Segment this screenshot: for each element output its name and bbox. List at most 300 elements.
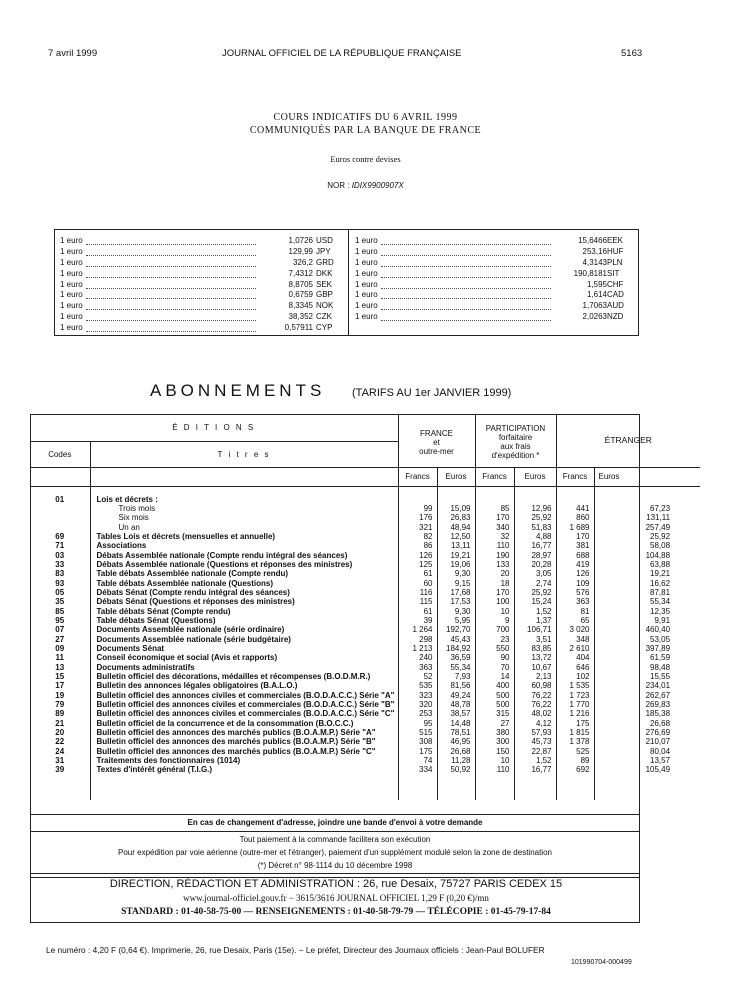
row-cell: 400 xyxy=(496,681,510,691)
row-cell xyxy=(557,495,590,504)
row-cell: 82 xyxy=(423,531,433,541)
row-cell: 16,77 xyxy=(531,765,552,775)
row-cell: 87,81 xyxy=(650,587,671,597)
row-code xyxy=(30,513,90,522)
rate-currency: CZK xyxy=(316,312,332,322)
row-cell: 253 xyxy=(419,709,433,719)
row-cell: 61 xyxy=(423,606,433,616)
row-title: Bulletin des annonces légales obligatoires (B.A.L.O.) xyxy=(96,681,298,691)
row-cell: 17,68 xyxy=(450,587,471,597)
row-cell: 535 xyxy=(419,681,433,691)
page-number: 5163 xyxy=(621,48,643,59)
row-title: Bulletin officiel des décorations, médailles et récompenses (B.O.D.M.R.) xyxy=(96,672,371,682)
row-title: Documents Sénat xyxy=(96,644,165,653)
rate-value: 1,595 xyxy=(586,279,607,289)
rate-row xyxy=(60,323,340,334)
rate-value: 8,3345 xyxy=(288,301,313,311)
row-cell: 39 xyxy=(423,615,433,625)
row-cell: 185,38 xyxy=(645,709,671,719)
rate-label: 1 euro xyxy=(355,236,378,245)
france-euros-unit: Euros xyxy=(437,467,475,486)
participation-francs-unit: Francs xyxy=(475,467,514,486)
row-title: Lois et décrets : xyxy=(96,494,158,504)
rate-currency: EEK xyxy=(607,236,624,245)
row-title: Documents Assemblée nationale (série ordinaire) xyxy=(96,625,285,635)
rate-value: 4,3143 xyxy=(582,257,607,267)
rate-label: 1 euro xyxy=(60,323,83,333)
participation-euros-column xyxy=(514,486,556,800)
row-cell: 1 535 xyxy=(569,681,590,691)
rate-currency: NZD xyxy=(607,312,624,322)
row-code: 89 xyxy=(55,709,65,719)
row-cell: 74 xyxy=(423,756,433,766)
row-cell: 3,51 xyxy=(535,634,552,644)
row-code: 17 xyxy=(55,681,65,691)
direction-phones: STANDARD : 01-40-58-75-00 — RENSEIGNEMENTS : 01-40-58-79-79 — TÉLÉCOPIE : 01-45-79-17-84 xyxy=(121,907,551,917)
participation-header-line2: forfaitaire xyxy=(498,432,533,442)
rate-label: 1 euro xyxy=(355,279,378,289)
row-cell: 52 xyxy=(423,672,433,682)
rate-row xyxy=(60,247,340,258)
rate-currency: USD xyxy=(316,236,333,245)
rate-value: 8,8705 xyxy=(288,279,313,289)
row-title: Bulletin officiel des annonces des marchés publics (B.O.A.M.P.) Série "A" xyxy=(96,728,376,738)
row-cell: 460,40 xyxy=(645,625,671,635)
rate-value: 0,6759 xyxy=(288,290,313,300)
row-cell: 1 216 xyxy=(569,709,590,719)
rate-row xyxy=(355,301,633,312)
row-cell: 46,95 xyxy=(450,737,471,747)
row-code: 19 xyxy=(55,690,65,700)
row-cell: 170 xyxy=(496,587,510,597)
row-code: 83 xyxy=(55,569,65,579)
row-cell: 81,56 xyxy=(450,681,471,691)
rate-currency: SEK xyxy=(316,279,333,289)
row-cell: 210,07 xyxy=(645,737,671,747)
row-title: Table débats Sénat (Compte rendu) xyxy=(96,606,231,616)
row-cell: 13,72 xyxy=(531,653,552,663)
row-code: 39 xyxy=(55,765,65,775)
rate-value: 2,0263 xyxy=(582,312,607,322)
participation-francs-column xyxy=(475,486,514,800)
rate-label: 1 euro xyxy=(355,257,378,267)
row-code: 11 xyxy=(55,653,64,663)
etranger-header: ÉTRANGER xyxy=(556,414,700,467)
titres-unit-blank xyxy=(90,467,398,486)
row-cell: 67,23 xyxy=(650,503,671,513)
row-cell: 50,92 xyxy=(450,765,471,775)
row-title: Documents administratifs xyxy=(96,662,195,672)
rate-label: 1 euro xyxy=(355,246,378,256)
row-cell: 12,96 xyxy=(531,503,552,513)
rates-title-line1: COURS INDICATIFS DU 6 AVRIL 1999 xyxy=(273,112,458,123)
row-cell: 61,59 xyxy=(650,653,671,663)
row-cell: 1 723 xyxy=(569,690,590,700)
subscriptions-table xyxy=(30,414,700,800)
participation-header xyxy=(475,414,556,467)
leader-dots xyxy=(86,269,256,278)
row-title: Table débats Sénat (Questions) xyxy=(96,615,216,625)
rate-currency: SIT xyxy=(607,268,620,278)
row-cell: 22,87 xyxy=(531,746,552,756)
leader-dots xyxy=(381,247,551,256)
rate-currency: HUF xyxy=(607,246,624,256)
row-code xyxy=(30,523,90,532)
row-code: 24 xyxy=(55,746,65,756)
row-cell: 5,95 xyxy=(454,615,471,625)
row-cell: 16,77 xyxy=(531,541,552,551)
leader-dots xyxy=(381,280,551,289)
row-title: Bulletin officiel des annonces des marchés publics (B.O.A.M.P.) Série "C" xyxy=(96,746,376,756)
row-cell: 150 xyxy=(496,746,510,756)
row-cell: 576 xyxy=(576,587,590,597)
row-code: 09 xyxy=(55,644,65,653)
row-cell: 36,59 xyxy=(450,653,471,663)
row-title: Débats Assemblée nationale (Questions et réponses des ministres) xyxy=(96,559,353,569)
row-cell: 125 xyxy=(419,559,433,569)
row-cell: 115 xyxy=(419,597,433,607)
row-cell: 1 264 xyxy=(412,625,433,635)
row-cell: 83,85 xyxy=(531,644,552,653)
row-title: Tables Lois et décrets (mensuelles et annuelle) xyxy=(96,531,276,541)
row-cell: 116 xyxy=(419,587,433,597)
nor-value: IDIX9900907X xyxy=(351,181,404,190)
row-cell xyxy=(399,495,433,504)
row-cell: 45,73 xyxy=(531,737,552,747)
rate-currency: JPY xyxy=(316,246,331,256)
row-title: Bulletin officiel des annonces civiles et commerciales (B.O.D.A.C.C.) Série "A" xyxy=(96,690,395,700)
row-cell: 48,02 xyxy=(531,709,552,719)
rate-label: 1 euro xyxy=(355,290,378,300)
row-cell: 441 xyxy=(576,503,590,513)
editions-header: É D I T I O N S xyxy=(30,414,398,441)
row-cell: 26,83 xyxy=(450,513,471,523)
rate-value: 1,0726 xyxy=(288,236,313,245)
leader-dots xyxy=(86,323,256,332)
titres-header: T i t r e s xyxy=(90,441,398,467)
rate-label: 1 euro xyxy=(355,312,378,322)
participation-header-line1: PARTICIPATION xyxy=(485,423,546,433)
participation-header-line3: aux frais xyxy=(500,441,531,451)
france-francs-unit: Francs xyxy=(398,467,437,486)
row-cell: 55,34 xyxy=(650,597,671,607)
rate-row xyxy=(355,236,633,247)
row-cell: 110 xyxy=(496,541,510,551)
row-title: Bulletin officiel des annonces des marchés publics (B.O.A.M.P.) Série "B" xyxy=(96,737,376,747)
row-cell: 2 610 xyxy=(569,644,590,653)
row-code: 20 xyxy=(55,728,65,738)
codes-header: Codes xyxy=(30,441,90,467)
row-cell: 106,71 xyxy=(527,625,552,635)
row-cell: 10,67 xyxy=(531,662,552,672)
row-cell: 1 815 xyxy=(569,728,590,738)
row-cell: 16,62 xyxy=(650,578,671,588)
rate-row xyxy=(355,312,633,323)
row-cell: 131,11 xyxy=(646,513,671,523)
rate-value: 190,8181 xyxy=(573,268,607,278)
row-title: Documents Assemblée nationale (série budgétaire) xyxy=(96,634,291,644)
france-francs-column xyxy=(398,486,437,800)
rate-label: 1 euro xyxy=(355,268,378,278)
row-title: Débats Sénat (Questions et réponses des ministres) xyxy=(96,597,295,607)
row-code: 15 xyxy=(55,672,65,682)
decree-note: (*) Décret n° 98-1114 du 10 décembre 1998 xyxy=(257,861,413,870)
row-cell: 321 xyxy=(419,522,433,532)
issue-date: 7 avril 1999 xyxy=(48,48,98,59)
row-cell: 397,89 xyxy=(645,644,671,653)
nor-reference xyxy=(0,181,731,190)
row-cell: 363 xyxy=(419,662,433,672)
leader-dots xyxy=(381,236,551,245)
leader-dots xyxy=(86,280,256,289)
row-cell: 20,28 xyxy=(531,559,552,569)
row-cell: 133 xyxy=(496,559,510,569)
rate-value: 1,7063 xyxy=(582,301,607,311)
row-cell: 1 689 xyxy=(569,522,590,532)
row-code: 85 xyxy=(55,606,65,616)
rate-row xyxy=(60,269,340,280)
participation-euros-unit: Euros xyxy=(514,467,556,486)
row-cell: 48,94 xyxy=(450,522,471,532)
direction-address: DIRECTION, RÉDACTION ET ADMINISTRATION : 26, rue Desaix, 75727 PARIS CEDEX 15 xyxy=(109,878,563,890)
row-cell: 170 xyxy=(496,513,510,523)
row-title: Associations xyxy=(96,541,147,551)
row-cell: 80,04 xyxy=(650,746,671,756)
row-cell: 257,49 xyxy=(645,522,671,532)
row-cell: 240 xyxy=(419,653,433,663)
leader-dots xyxy=(381,312,551,321)
rates-box xyxy=(54,229,639,336)
row-cell: 15,09 xyxy=(450,503,471,513)
row-cell: 176 xyxy=(419,513,433,523)
titles-column xyxy=(90,486,398,800)
row-cell: 515 xyxy=(419,728,433,738)
row-cell: 20 xyxy=(500,569,510,579)
row-cell: 15,24 xyxy=(531,597,552,607)
row-code: 71 xyxy=(55,541,65,551)
etranger-francs-column xyxy=(556,486,594,800)
row-cell: 95 xyxy=(423,718,433,728)
row-cell: 58,08 xyxy=(650,541,671,551)
row-cell: 3,05 xyxy=(535,569,552,579)
row-cell: 85 xyxy=(500,503,510,513)
row-code: 69 xyxy=(55,531,65,541)
france-header-line3: outre-mer xyxy=(419,446,454,456)
row-cell: 320 xyxy=(419,700,433,710)
rates-left-column xyxy=(60,236,340,334)
row-cell: 340 xyxy=(496,522,510,532)
rate-value: 0,57911 xyxy=(284,323,313,333)
row-cell: 3 020 xyxy=(569,625,590,635)
rate-currency: GBP xyxy=(316,290,333,300)
row-cell: 692 xyxy=(576,765,590,775)
row-cell: 57,93 xyxy=(531,728,552,738)
row-code: 03 xyxy=(55,550,65,560)
rate-currency: CAD xyxy=(607,290,624,300)
row-code: 95 xyxy=(55,615,65,625)
row-cell: 81 xyxy=(580,606,590,616)
row-cell: 184,92 xyxy=(446,644,471,653)
codes-column xyxy=(30,486,90,800)
row-cell: 500 xyxy=(496,690,510,700)
row-cell: 1 770 xyxy=(569,700,590,710)
row-cell: 126 xyxy=(576,569,590,579)
row-cell: 102 xyxy=(576,672,590,682)
row-code: 35 xyxy=(55,597,65,607)
rate-label: 1 euro xyxy=(60,268,83,278)
row-cell: 19,21 xyxy=(650,569,671,579)
rate-value: 129,99 xyxy=(288,246,313,256)
row-title: Un an xyxy=(118,522,140,532)
row-cell: 25,92 xyxy=(531,513,552,523)
row-cell: 13,11 xyxy=(451,541,471,551)
row-cell: 25,92 xyxy=(531,587,552,597)
row-cell: 4,12 xyxy=(535,718,552,728)
row-cell: 104,88 xyxy=(645,550,671,560)
row-cell: 23 xyxy=(500,634,510,644)
row-code: 22 xyxy=(55,737,65,747)
rate-row xyxy=(60,301,340,312)
rate-value: 326,2 xyxy=(292,257,313,267)
subscriptions-tariff: (TARIFS AU 1er JANVIER 1999) xyxy=(352,387,512,399)
rate-row xyxy=(355,269,633,280)
row-cell: 1,52 xyxy=(535,756,552,766)
row-cell: 19,06 xyxy=(450,559,471,569)
row-code: 31 xyxy=(55,756,65,766)
rates-right-column xyxy=(355,236,633,323)
row-cell: 9,30 xyxy=(454,569,471,579)
leader-dots xyxy=(86,236,256,245)
row-cell: 51,83 xyxy=(531,522,552,532)
etranger-euros-unit: Euros xyxy=(594,467,700,486)
france-header xyxy=(398,414,475,467)
row-cell: 70 xyxy=(500,662,510,672)
row-cell: 100 xyxy=(496,597,510,607)
row-cell: 175 xyxy=(419,746,433,756)
row-cell: 61 xyxy=(423,569,433,579)
row-code: 21 xyxy=(55,718,65,728)
airmail-note: Pour expédition par voie aérienne (outre-mer et l'étranger), paiement d'un supplément modulé selon la zone de destination xyxy=(118,848,552,857)
row-cell: 90 xyxy=(500,653,510,663)
row-title: Débats Assemblée nationale (Compte rendu intégral des séances) xyxy=(96,550,348,560)
leader-dots xyxy=(381,269,551,278)
row-cell: 404 xyxy=(576,653,590,663)
row-cell xyxy=(438,495,471,504)
rate-value: 253,16 xyxy=(582,246,607,256)
leader-dots xyxy=(86,290,256,299)
row-cell: 12,35 xyxy=(650,606,671,616)
row-cell: 9,30 xyxy=(454,606,471,616)
row-cell: 348 xyxy=(576,634,590,644)
row-cell: 170 xyxy=(576,531,590,541)
rate-row xyxy=(60,258,340,269)
row-cell: 32 xyxy=(500,531,510,541)
row-code: 93 xyxy=(55,578,65,588)
row-cell: 12,50 xyxy=(450,531,471,541)
row-title: Table débats Assemblée nationale (Questions) xyxy=(96,578,273,588)
rate-currency: DKK xyxy=(316,268,333,278)
rate-value: 38,352 xyxy=(288,312,313,322)
row-cell: 25,92 xyxy=(650,531,671,541)
row-title: Bulletin officiel des annonces civiles et commerciales (B.O.D.A.C.C.) Série "B" xyxy=(96,700,395,710)
row-cell: 2,13 xyxy=(535,672,552,682)
row-cell: 550 xyxy=(496,644,510,653)
row-cell: 63,88 xyxy=(650,559,671,569)
row-cell: 2,74 xyxy=(535,578,552,588)
row-title: Bulletin officiel des annonces civiles et commerciales (B.O.D.A.C.C.) Série "C" xyxy=(96,709,395,719)
row-cell: 99 xyxy=(423,503,433,513)
row-cell: 89 xyxy=(580,756,590,766)
rate-row xyxy=(60,236,340,247)
row-cell: 4,88 xyxy=(535,531,552,541)
rate-value: 7,4312 xyxy=(288,268,313,278)
direction-web: www.journal-officiel.gouv.fr − 3615/3616 JOURNAL OFFICIEL 1,29 F (0,20 €)/mn xyxy=(183,893,489,903)
row-cell: 419 xyxy=(576,559,590,569)
row-cell: 13,57 xyxy=(650,756,671,766)
leader-dots xyxy=(381,290,551,299)
row-title: Conseil économique et social (Avis et rapports) xyxy=(96,653,278,663)
row-cell: 234,01 xyxy=(645,681,671,691)
rate-label: 1 euro xyxy=(60,257,83,267)
france-header-line1: FRANCE xyxy=(420,428,453,438)
etranger-euros-column xyxy=(594,486,700,800)
row-cell: 49,24 xyxy=(450,690,471,700)
row-code: 79 xyxy=(55,700,65,710)
row-cell: 700 xyxy=(496,625,510,635)
row-cell: 76,22 xyxy=(531,690,552,700)
rate-row xyxy=(60,312,340,323)
row-title: Débats Sénat (Compte rendu intégral des séances) xyxy=(96,587,290,597)
leader-dots xyxy=(86,312,256,321)
change-address-note: En cas de changement d'adresse, joindre une bande d'envoi à votre demande xyxy=(187,818,483,827)
row-cell: 688 xyxy=(576,550,590,560)
journal-title: JOURNAL OFFICIEL DE LA RÉPUBLIQUE FRANÇAISE xyxy=(222,48,462,59)
rate-row xyxy=(60,290,340,301)
row-code: 13 xyxy=(55,662,65,672)
leader-dots xyxy=(86,247,256,256)
leader-dots xyxy=(86,258,256,267)
subscriptions-title: ABONNEMENTS xyxy=(150,381,326,400)
row-cell: 269,83 xyxy=(645,700,671,710)
rate-value: 1,614 xyxy=(586,290,607,300)
row-cell: 1,52 xyxy=(535,606,552,616)
row-code: 07 xyxy=(55,625,65,635)
row-code: 27 xyxy=(55,634,65,644)
rate-currency: PLN xyxy=(607,257,623,267)
row-cell: 10 xyxy=(500,606,510,616)
row-cell: 323 xyxy=(419,690,433,700)
row-cell: 27 xyxy=(500,718,510,728)
nor-label: NOR : xyxy=(327,181,350,190)
leader-dots xyxy=(381,258,551,267)
rate-row xyxy=(355,280,633,291)
rate-label: 1 euro xyxy=(60,301,83,311)
row-title: Trois mois xyxy=(118,503,156,513)
notes-separator-bottom xyxy=(30,831,640,832)
row-cell: 315 xyxy=(496,709,510,719)
row-cell: 9,91 xyxy=(654,615,671,625)
row-cell: 109 xyxy=(576,578,590,588)
leader-dots xyxy=(381,301,551,310)
row-cell: 26,68 xyxy=(450,746,471,756)
row-cell xyxy=(595,495,671,504)
notes-separator-top xyxy=(30,814,640,815)
row-cell: 60 xyxy=(423,578,433,588)
rate-label: 1 euro xyxy=(60,312,83,322)
row-cell xyxy=(476,495,510,504)
rates-subtitle: Euros contre devises xyxy=(330,154,401,164)
row-cell: 525 xyxy=(576,746,590,756)
